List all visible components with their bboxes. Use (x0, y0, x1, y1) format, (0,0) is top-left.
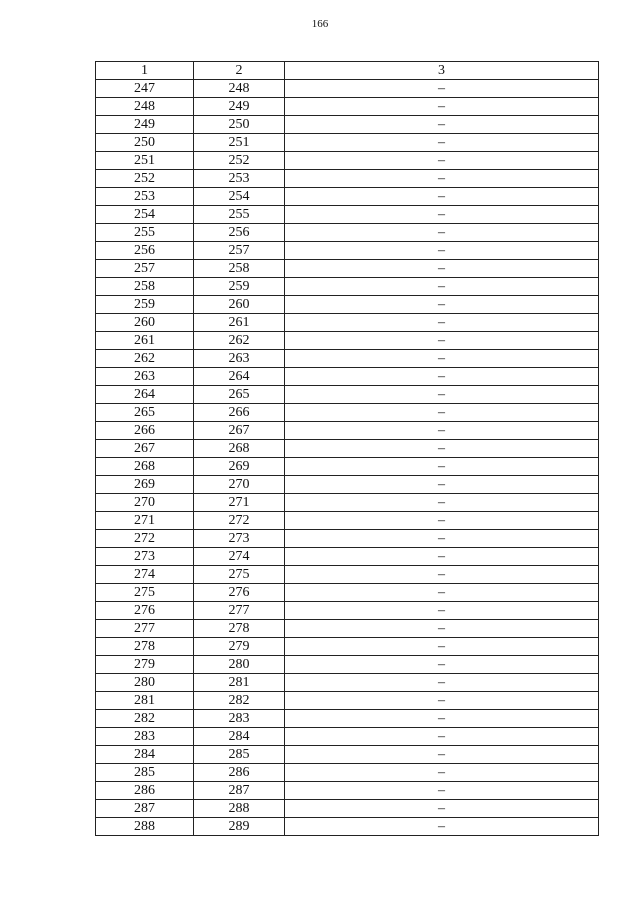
table-cell-col-2: 259 (194, 278, 285, 296)
table-row (96, 728, 599, 746)
table-cell-col-1: 268 (96, 458, 194, 476)
data-table (95, 61, 599, 836)
table-cell-col-3: – (285, 818, 599, 836)
table-row (96, 80, 599, 98)
table-cell-col-2: 280 (194, 656, 285, 674)
table-cell-col-2: 252 (194, 152, 285, 170)
table-cell-col-2: 275 (194, 566, 285, 584)
table-cell-col-2: 257 (194, 242, 285, 260)
table-cell-col-3: – (285, 278, 599, 296)
table-cell-col-1: 266 (96, 422, 194, 440)
table-cell-col-2: 271 (194, 494, 285, 512)
table-cell-col-2: 265 (194, 386, 285, 404)
table-cell-col-1: 267 (96, 440, 194, 458)
table-cell-col-2: 255 (194, 206, 285, 224)
table-cell-col-3: – (285, 80, 599, 98)
table-cell-col-3: – (285, 350, 599, 368)
table-cell-col-1: 262 (96, 350, 194, 368)
table-cell-col-3: – (285, 548, 599, 566)
table-cell-col-2: 283 (194, 710, 285, 728)
table-cell-col-1: 264 (96, 386, 194, 404)
table-cell-col-2: 284 (194, 728, 285, 746)
table-cell-col-3: – (285, 602, 599, 620)
table-row (96, 260, 599, 278)
table-cell-col-3: – (285, 422, 599, 440)
table-cell-col-2: 273 (194, 530, 285, 548)
table-row (96, 224, 599, 242)
table-cell-col-2: 263 (194, 350, 285, 368)
table-cell-col-1: 255 (96, 224, 194, 242)
table-cell-col-3: – (285, 224, 599, 242)
table-cell-col-2: 288 (194, 800, 285, 818)
table-cell-col-2: 274 (194, 548, 285, 566)
table-row (96, 800, 599, 818)
table-cell-col-1: 261 (96, 332, 194, 350)
table-row (96, 602, 599, 620)
table-cell-col-1: 265 (96, 404, 194, 422)
table-cell-col-1: 259 (96, 296, 194, 314)
table-cell-col-3: – (285, 314, 599, 332)
table-row (96, 386, 599, 404)
table-cell-col-2: 251 (194, 134, 285, 152)
table-cell-col-2: 272 (194, 512, 285, 530)
table-row (96, 296, 599, 314)
table-cell-col-3: – (285, 620, 599, 638)
table-cell-col-3: – (285, 242, 599, 260)
table-row (96, 350, 599, 368)
table-cell-col-2: 267 (194, 422, 285, 440)
table-cell-col-3: – (285, 386, 599, 404)
table-cell-col-3: – (285, 332, 599, 350)
table-row (96, 620, 599, 638)
table-cell-col-1: 254 (96, 206, 194, 224)
table-cell-col-3: – (285, 494, 599, 512)
table-cell-col-2: 269 (194, 458, 285, 476)
table-cell-col-3: – (285, 134, 599, 152)
table-cell-col-3: – (285, 656, 599, 674)
table-row (96, 422, 599, 440)
table-cell-col-1: 276 (96, 602, 194, 620)
table-row (96, 710, 599, 728)
table-cell-col-1: 271 (96, 512, 194, 530)
table-row (96, 476, 599, 494)
table-cell-col-3: – (285, 98, 599, 116)
table-row (96, 152, 599, 170)
table-cell-col-2: 281 (194, 674, 285, 692)
table-cell-col-2: 276 (194, 584, 285, 602)
table-cell-col-1: 272 (96, 530, 194, 548)
table-cell-col-1: 282 (96, 710, 194, 728)
table-cell-col-3: – (285, 368, 599, 386)
table-cell-col-2: 285 (194, 746, 285, 764)
table-row (96, 584, 599, 602)
table-row (96, 242, 599, 260)
table-row (96, 818, 599, 836)
table-cell-col-3: – (285, 458, 599, 476)
table-cell-col-1: 286 (96, 782, 194, 800)
table-cell-col-1: 273 (96, 548, 194, 566)
table-cell-col-3: – (285, 206, 599, 224)
table-row (96, 746, 599, 764)
table-row (96, 530, 599, 548)
table-row (96, 278, 599, 296)
table-header (96, 62, 599, 80)
table-cell-col-1: 260 (96, 314, 194, 332)
table-cell-col-2: 262 (194, 332, 285, 350)
table-cell-col-1: 248 (96, 98, 194, 116)
table-cell-col-1: 278 (96, 638, 194, 656)
table-cell-col-1: 275 (96, 584, 194, 602)
table-row (96, 170, 599, 188)
table-cell-col-1: 277 (96, 620, 194, 638)
table-cell-col-1: 263 (96, 368, 194, 386)
table-cell-col-1: 274 (96, 566, 194, 584)
table-cell-col-1: 258 (96, 278, 194, 296)
table-cell-col-2: 270 (194, 476, 285, 494)
table-cell-col-2: 254 (194, 188, 285, 206)
table-cell-col-2: 264 (194, 368, 285, 386)
table-cell-col-1: 247 (96, 80, 194, 98)
table-row (96, 692, 599, 710)
table-row (96, 188, 599, 206)
table-cell-col-2: 266 (194, 404, 285, 422)
table-cell-col-1: 249 (96, 116, 194, 134)
table-cell-col-2: 279 (194, 638, 285, 656)
column-header-2: 2 (194, 62, 285, 80)
table-cell-col-1: 256 (96, 242, 194, 260)
table-cell-col-3: – (285, 710, 599, 728)
table-cell-col-3: – (285, 440, 599, 458)
table-cell-col-2: 278 (194, 620, 285, 638)
table-cell-col-3: – (285, 746, 599, 764)
table-row (96, 314, 599, 332)
table-cell-col-1: 288 (96, 818, 194, 836)
table-cell-col-3: – (285, 512, 599, 530)
table-row (96, 440, 599, 458)
table-cell-col-2: 258 (194, 260, 285, 278)
table-cell-col-2: 282 (194, 692, 285, 710)
table-cell-col-1: 284 (96, 746, 194, 764)
table-body (96, 80, 599, 836)
table-row (96, 656, 599, 674)
table-cell-col-1: 257 (96, 260, 194, 278)
table-row (96, 332, 599, 350)
table-cell-col-3: – (285, 476, 599, 494)
table-cell-col-3: – (285, 404, 599, 422)
table-row (96, 782, 599, 800)
table-cell-col-3: – (285, 782, 599, 800)
table-row (96, 674, 599, 692)
table-cell-col-2: 289 (194, 818, 285, 836)
table-cell-col-2: 248 (194, 80, 285, 98)
table-row (96, 116, 599, 134)
table-cell-col-3: – (285, 296, 599, 314)
table-cell-col-1: 281 (96, 692, 194, 710)
table-cell-col-3: – (285, 584, 599, 602)
table-cell-col-3: – (285, 116, 599, 134)
table-cell-col-1: 279 (96, 656, 194, 674)
page-number: 166 (311, 18, 329, 30)
table-cell-col-2: 268 (194, 440, 285, 458)
table-cell-col-3: – (285, 638, 599, 656)
table-row (96, 548, 599, 566)
table-row (96, 368, 599, 386)
table-cell-col-3: – (285, 566, 599, 584)
table-cell-col-2: 260 (194, 296, 285, 314)
table-cell-col-3: – (285, 170, 599, 188)
table-cell-col-3: – (285, 692, 599, 710)
table-cell-col-2: 253 (194, 170, 285, 188)
column-header-3: 3 (285, 62, 599, 80)
table-cell-col-2: 256 (194, 224, 285, 242)
table-row (96, 566, 599, 584)
table-cell-col-1: 251 (96, 152, 194, 170)
table-row (96, 458, 599, 476)
table-row (96, 494, 599, 512)
table-cell-col-1: 270 (96, 494, 194, 512)
table-cell-col-3: – (285, 764, 599, 782)
table-cell-col-3: – (285, 530, 599, 548)
table-row (96, 206, 599, 224)
table-cell-col-1: 287 (96, 800, 194, 818)
table-cell-col-1: 250 (96, 134, 194, 152)
table-cell-col-3: – (285, 674, 599, 692)
table-cell-col-1: 283 (96, 728, 194, 746)
table-cell-col-2: 250 (194, 116, 285, 134)
table-cell-col-3: – (285, 188, 599, 206)
table-row (96, 98, 599, 116)
header-row (96, 62, 599, 80)
table-cell-col-3: – (285, 800, 599, 818)
table-cell-col-1: 253 (96, 188, 194, 206)
table-cell-col-2: 261 (194, 314, 285, 332)
table-row (96, 134, 599, 152)
table-cell-col-3: – (285, 152, 599, 170)
table-cell-col-2: 277 (194, 602, 285, 620)
table-cell-col-3: – (285, 260, 599, 278)
table-cell-col-2: 286 (194, 764, 285, 782)
table-cell-col-3: – (285, 728, 599, 746)
table-row (96, 512, 599, 530)
table-cell-col-1: 280 (96, 674, 194, 692)
table-row (96, 764, 599, 782)
table-cell-col-1: 285 (96, 764, 194, 782)
table-cell-col-1: 269 (96, 476, 194, 494)
column-header-1: 1 (96, 62, 194, 80)
table-cell-col-1: 252 (96, 170, 194, 188)
table-row (96, 404, 599, 422)
table-row (96, 638, 599, 656)
table-cell-col-2: 287 (194, 782, 285, 800)
table-cell-col-2: 249 (194, 98, 285, 116)
